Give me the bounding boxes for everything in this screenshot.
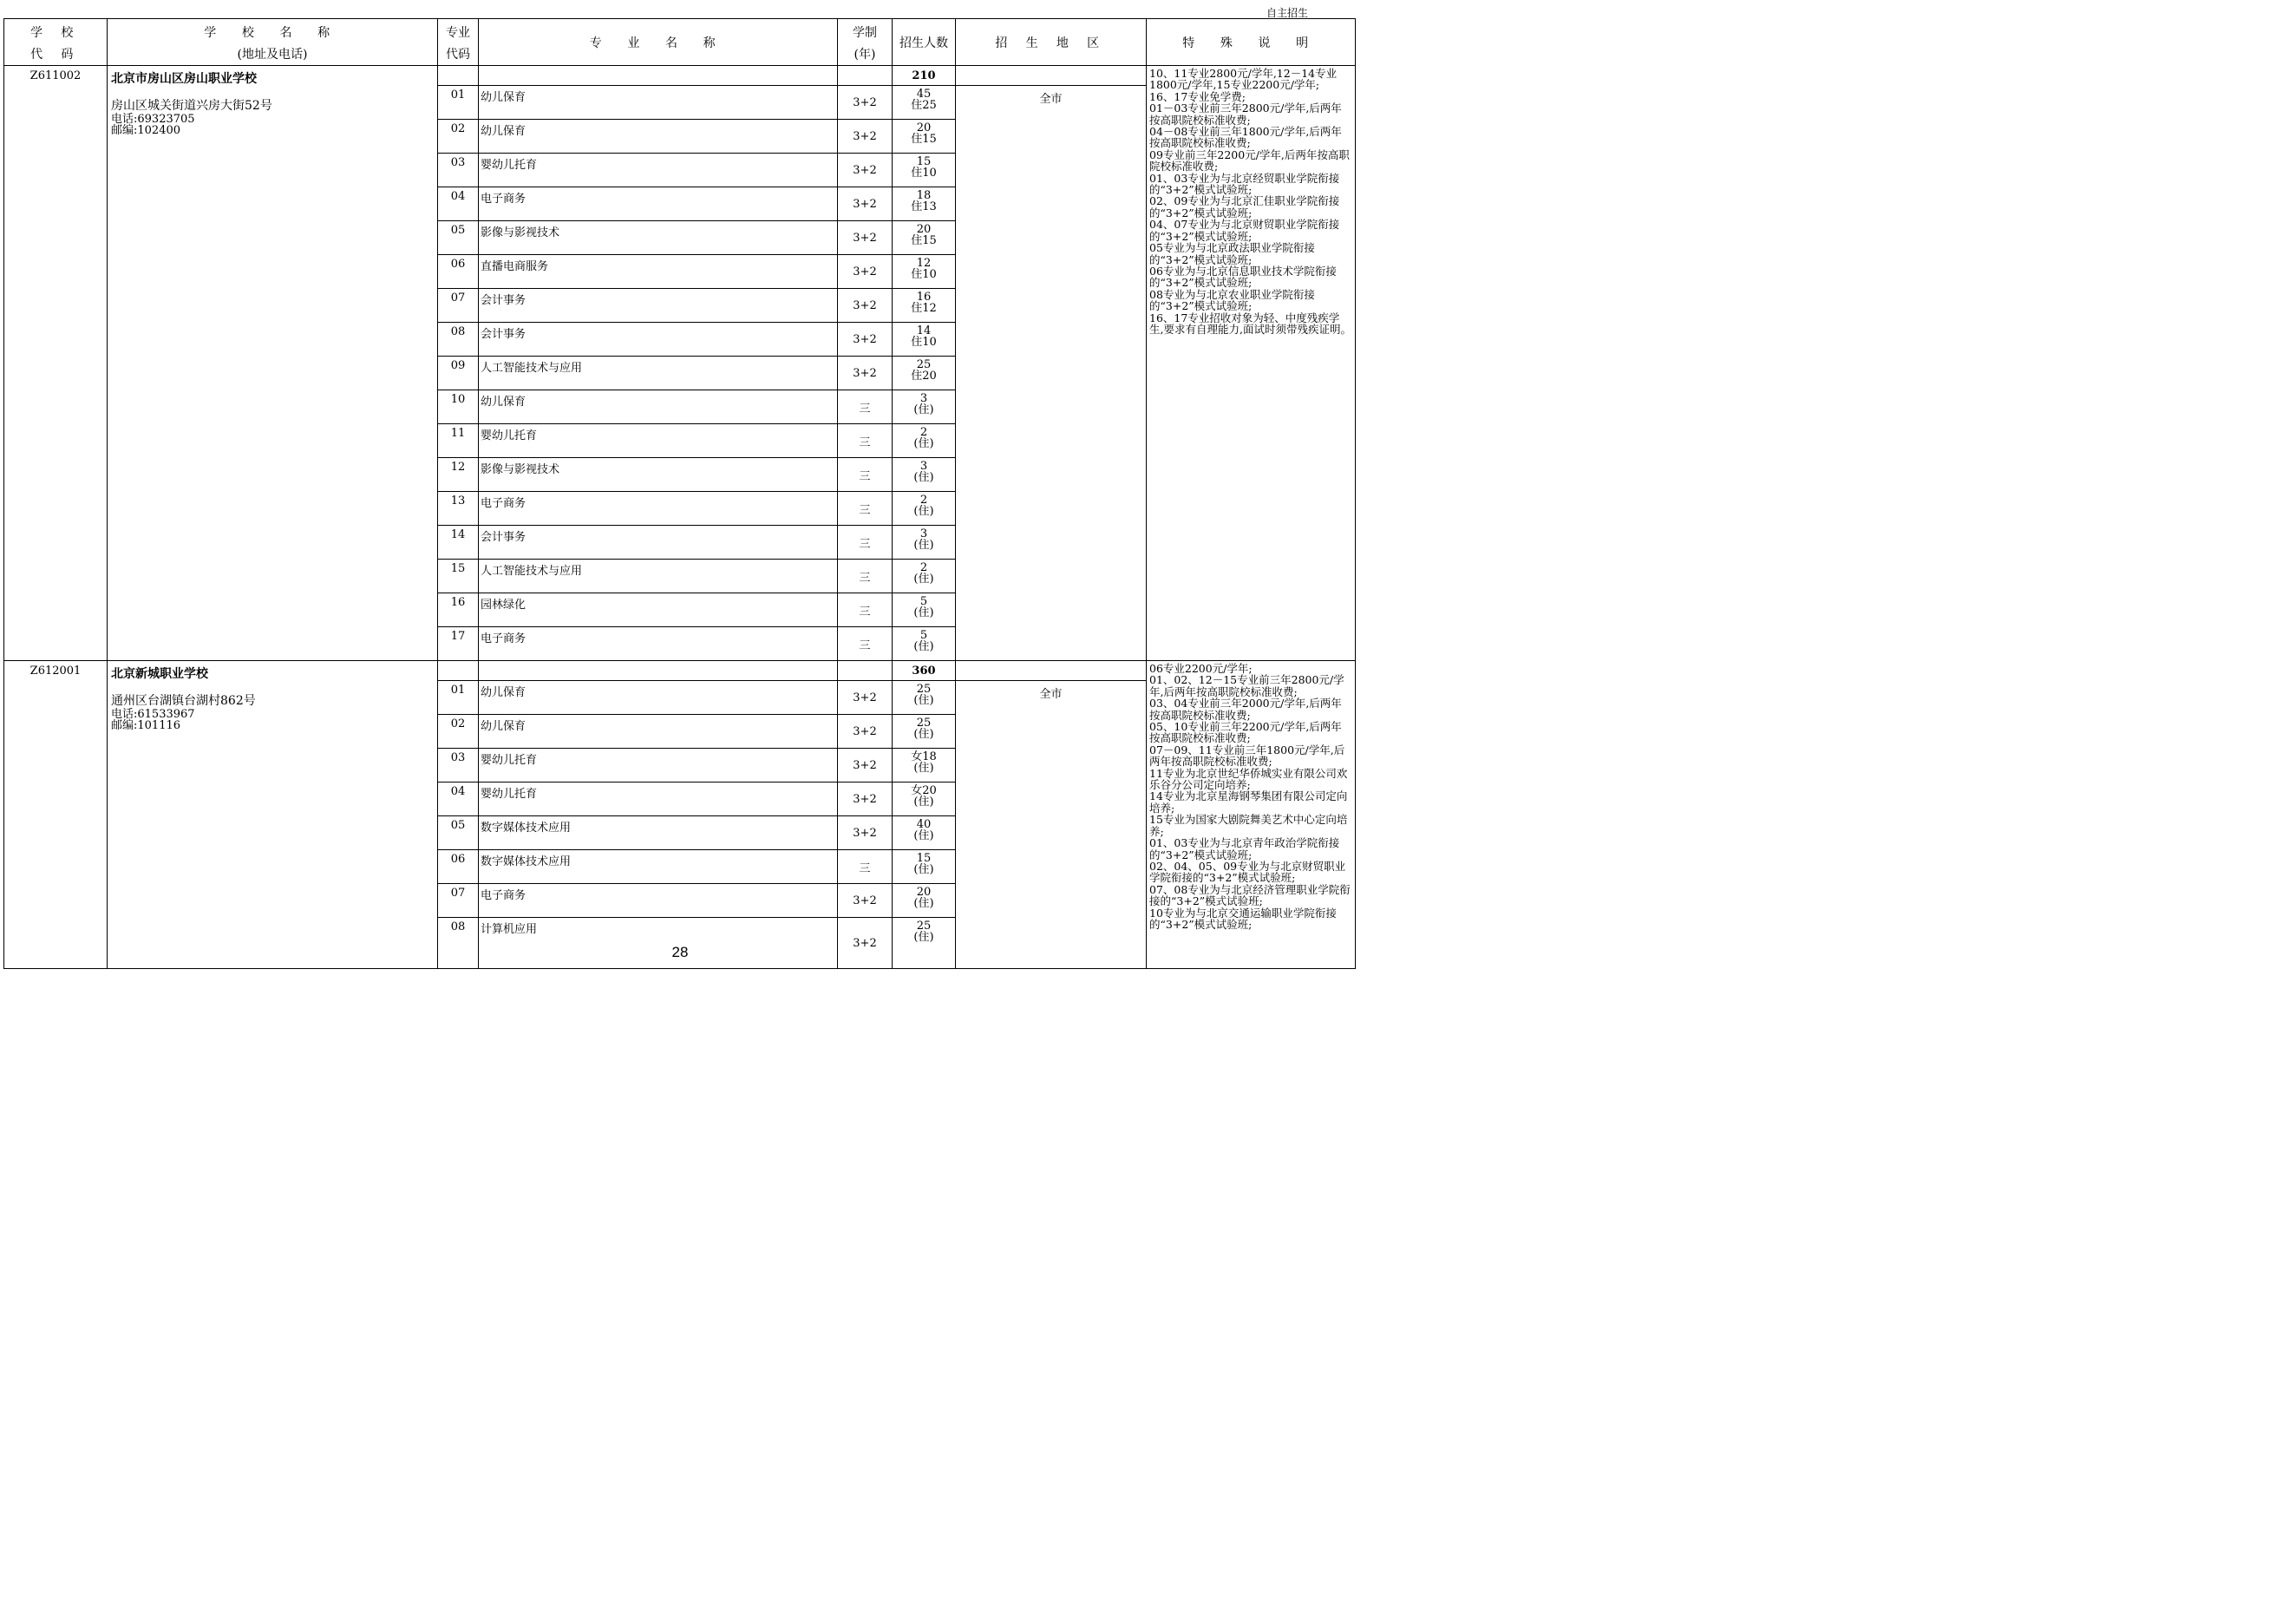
major-name: 会计事务 <box>479 323 838 357</box>
major-name: 人工智能技术与应用 <box>479 357 838 390</box>
major-duration: 3+2 <box>838 749 893 783</box>
school-total-count: 360 <box>893 661 956 681</box>
major-code: 09 <box>438 357 479 390</box>
school-postcode: 邮编:102400 <box>111 124 181 137</box>
major-enrollment <box>893 323 956 357</box>
header-notes: 特 殊 说 明 <box>1147 19 1356 66</box>
note-line: 15专业为国家大剧院舞美艺术中心定向培养; <box>1149 813 1348 838</box>
school-name: 北京市房山区房山职业学校 <box>111 72 257 86</box>
major-code: 04 <box>438 783 479 816</box>
empty-cell <box>956 661 1147 681</box>
note-line: 06专业2200元/学年; <box>1149 662 1253 675</box>
empty-cell <box>838 66 893 86</box>
enrollment-count: 45 <box>916 88 932 101</box>
enrollment-boarding: 住25 <box>911 99 937 112</box>
note-line: 01、03专业为与北京经贸职业学院衔接的“3+2”模式试验班; <box>1149 171 1340 197</box>
major-enrollment <box>893 187 956 221</box>
major-duration: 三 <box>838 850 893 884</box>
major-enrollment <box>893 850 956 884</box>
major-code: 17 <box>438 627 479 661</box>
major-code: 11 <box>438 424 479 458</box>
major-code: 08 <box>438 918 479 969</box>
school-total-row <box>4 661 1356 681</box>
major-name: 数字媒体技术应用 <box>479 850 838 884</box>
major-duration: 3+2 <box>838 357 893 390</box>
major-name: 电子商务 <box>479 627 838 661</box>
note-line: 02、09专业为与北京汇佳职业学院衔接的“3+2”模式试验班; <box>1149 194 1340 219</box>
enrollment-boarding: 住12 <box>911 302 937 315</box>
major-code: 12 <box>438 458 479 492</box>
enrollment-boarding: 住15 <box>911 133 937 146</box>
major-duration: 3+2 <box>838 884 893 918</box>
major-enrollment <box>893 884 956 918</box>
major-enrollment <box>893 357 956 390</box>
major-enrollment <box>893 289 956 323</box>
header-major-name: 专 业 名 称 <box>479 19 838 66</box>
empty-cell <box>838 661 893 681</box>
major-duration: 3+2 <box>838 681 893 715</box>
major-name: 婴幼儿托育 <box>479 783 838 816</box>
enrollment-boarding: (住) <box>913 728 934 741</box>
major-name: 影像与影视技术 <box>479 458 838 492</box>
major-duration: 三 <box>838 627 893 661</box>
enrollment-count: 女18 <box>911 750 937 763</box>
school-address: 通州区台湖镇台湖村862号 <box>111 694 256 708</box>
enrollment-boarding: 住10 <box>911 167 937 180</box>
header-region: 招 生 地 区 <box>956 19 1147 66</box>
school-name: 北京新城职业学校 <box>111 667 208 681</box>
major-enrollment <box>893 783 956 816</box>
major-duration: 3+2 <box>838 323 893 357</box>
major-name: 会计事务 <box>479 526 838 560</box>
major-code: 01 <box>438 681 479 715</box>
major-duration: 3+2 <box>838 120 893 154</box>
major-code: 06 <box>438 255 479 289</box>
enrollment-boarding: (住) <box>913 640 934 653</box>
major-name: 电子商务 <box>479 187 838 221</box>
enrollment-boarding: (住) <box>913 897 934 910</box>
major-duration: 三 <box>838 424 893 458</box>
major-name: 直播电商服务 <box>479 255 838 289</box>
enrollment-count: 3 <box>919 460 928 473</box>
major-duration: 三 <box>838 593 893 627</box>
major-duration: 三 <box>838 390 893 424</box>
enrollment-boarding: (住) <box>913 505 934 518</box>
school-contact <box>108 87 437 136</box>
note-line: 05、10专业前三年2200元/学年,后两年按高职院校标准收费; <box>1149 720 1342 745</box>
major-code: 16 <box>438 593 479 627</box>
major-enrollment <box>893 749 956 783</box>
major-enrollment <box>893 627 956 661</box>
enrollment-count: 20 <box>916 121 932 134</box>
major-code: 07 <box>438 289 479 323</box>
major-code: 04 <box>438 187 479 221</box>
major-name: 电子商务 <box>479 884 838 918</box>
enrollment-boarding: (住) <box>913 471 934 484</box>
enrollment-count: 20 <box>916 886 932 899</box>
school-code: Z612001 <box>4 661 108 969</box>
header-major-code: 专业 代码 <box>438 19 479 66</box>
enrollment-boarding: 住15 <box>911 234 937 247</box>
enrollment-boarding: (住) <box>913 403 934 416</box>
major-code: 01 <box>438 86 479 120</box>
enrollment-boarding: (住) <box>913 437 934 450</box>
empty-cell <box>438 661 479 681</box>
enrollment-region: 全市 <box>956 86 1147 661</box>
enrollment-boarding: 住20 <box>911 370 937 383</box>
enrollment-count: 5 <box>919 629 928 642</box>
major-enrollment <box>893 526 956 560</box>
enrollment-boarding: (住) <box>913 539 934 552</box>
major-name: 幼儿保育 <box>479 715 838 749</box>
note-line: 04、07专业为与北京财贸职业学院衔接的“3+2”模式试验班; <box>1149 218 1340 243</box>
enrollment-count: 14 <box>916 324 932 337</box>
major-code: 03 <box>438 154 479 187</box>
school-address: 房山区城关街道兴房大街52号 <box>111 99 272 113</box>
header-duration: 学制 (年) <box>838 19 893 66</box>
enrollment-count: 25 <box>916 683 932 696</box>
major-enrollment <box>893 816 956 850</box>
major-code: 15 <box>438 560 479 593</box>
major-code: 03 <box>438 749 479 783</box>
major-enrollment <box>893 390 956 424</box>
enrollment-count: 18 <box>916 189 932 202</box>
major-code: 08 <box>438 323 479 357</box>
enrollment-boarding: 住13 <box>911 200 937 213</box>
school-contact <box>108 682 437 731</box>
page-number: 28 <box>671 944 689 960</box>
enrollment-region: 全市 <box>956 681 1147 969</box>
special-notes <box>1147 66 1356 661</box>
note-line: 01、02、12－15专业前三年2800元/学年,后两年按高职院校标准收费; <box>1149 673 1344 698</box>
major-enrollment <box>893 715 956 749</box>
enrollment-count: 2 <box>919 426 928 439</box>
major-duration: 三 <box>838 560 893 593</box>
major-name: 会计事务 <box>479 289 838 323</box>
major-code: 06 <box>438 850 479 884</box>
major-enrollment <box>893 120 956 154</box>
enrollment-boarding: (住) <box>913 762 934 775</box>
major-code: 02 <box>438 715 479 749</box>
major-duration: 3+2 <box>838 187 893 221</box>
school-postcode: 邮编:101116 <box>111 719 181 732</box>
special-notes <box>1147 661 1356 969</box>
note-line: 06专业为与北京信息职业技术学院衔接的“3+2”模式试验班; <box>1149 264 1337 290</box>
major-code: 14 <box>438 526 479 560</box>
enrollment-count: 25 <box>916 717 932 730</box>
school-phone: 电话:61533967 <box>111 708 195 721</box>
major-name: 电子商务 <box>479 492 838 526</box>
enrollment-count: 2 <box>919 561 928 574</box>
header-row <box>4 19 1356 66</box>
enrollment-count: 25 <box>916 920 932 933</box>
major-name: 园林绿化 <box>479 593 838 627</box>
header-school-code: 学 校 代 码 <box>4 19 108 66</box>
major-duration: 三 <box>838 526 893 560</box>
school-info <box>108 661 438 969</box>
note-line: 10专业为与北京交通运输职业学院衔接的“3+2”模式试验班; <box>1149 906 1337 931</box>
enrollment-count: 15 <box>916 852 932 865</box>
enrollment-boarding: (住) <box>913 694 934 707</box>
major-enrollment <box>893 681 956 715</box>
enrollment-count: 15 <box>916 155 932 168</box>
major-code: 07 <box>438 884 479 918</box>
major-name: 婴幼儿托育 <box>479 749 838 783</box>
major-code: 05 <box>438 221 479 255</box>
major-enrollment <box>893 154 956 187</box>
school-phone: 电话:69323705 <box>111 113 195 126</box>
major-name: 婴幼儿托育 <box>479 424 838 458</box>
major-duration: 三 <box>838 458 893 492</box>
note-line: 03、04专业前三年2000元/学年,后两年按高职院校标准收费; <box>1149 697 1342 722</box>
enrollment-boarding: 住10 <box>911 336 937 349</box>
major-duration: 3+2 <box>838 715 893 749</box>
note-line: 04－08专业前三年1800元/学年,后两年按高职院校标准收费; <box>1149 125 1342 150</box>
note-line: 01－03专业前三年2800元/学年,后两年按高职院校标准收费; <box>1149 102 1342 127</box>
enrollment-count: 女20 <box>911 784 937 797</box>
major-enrollment <box>893 560 956 593</box>
school-total-row <box>4 66 1356 86</box>
enrollment-boarding: (住) <box>913 829 934 842</box>
enrollment-count: 20 <box>916 223 932 236</box>
note-line: 14专业为北京星海钢琴集团有限公司定向培养; <box>1149 789 1348 815</box>
enrollment-count: 5 <box>919 595 928 608</box>
header-school-name: 学 校 名 称 (地址及电话) <box>108 19 438 66</box>
major-enrollment <box>893 86 956 120</box>
major-enrollment <box>893 221 956 255</box>
enrollment-count: 40 <box>916 818 932 831</box>
note-line: 02、04、05、09专业为与北京财贸职业学院衔接的“3+2”模式试验班; <box>1149 859 1346 885</box>
major-name: 婴幼儿托育 <box>479 154 838 187</box>
enrollment-count: 3 <box>919 392 928 405</box>
enrollment-boarding: (住) <box>913 606 934 619</box>
major-name: 幼儿保育 <box>479 86 838 120</box>
note-line: 01、03专业为与北京青年政治学院衔接的“3+2”模式试验班; <box>1149 836 1340 861</box>
major-code: 10 <box>438 390 479 424</box>
enrollment-boarding: (住) <box>913 863 934 876</box>
admission-table <box>3 18 1356 969</box>
header-enrollment: 招生人数 <box>893 19 956 66</box>
major-duration: 3+2 <box>838 783 893 816</box>
major-name: 幼儿保育 <box>479 681 838 715</box>
major-code: 05 <box>438 816 479 850</box>
major-duration: 3+2 <box>838 289 893 323</box>
enrollment-boarding: 住10 <box>911 268 937 281</box>
enrollment-boarding: (住) <box>913 796 934 809</box>
major-duration: 3+2 <box>838 154 893 187</box>
major-duration: 3+2 <box>838 86 893 120</box>
empty-cell <box>479 661 838 681</box>
empty-cell <box>479 66 838 86</box>
empty-cell <box>956 66 1147 86</box>
major-enrollment <box>893 593 956 627</box>
note-line: 16、17专业招收对象为轻、中度残疾学生,要求有自理能力,面试时须带残疾证明。 <box>1149 311 1351 336</box>
major-enrollment <box>893 255 956 289</box>
enrollment-boarding: (住) <box>913 573 934 586</box>
major-duration: 3+2 <box>838 918 893 969</box>
major-duration: 3+2 <box>838 816 893 850</box>
major-enrollment <box>893 424 956 458</box>
enrollment-count: 12 <box>916 257 932 270</box>
empty-cell <box>438 66 479 86</box>
note-line: 07－09、11专业前三年1800元/学年,后两年按高职院校标准收费; <box>1149 743 1345 769</box>
major-duration: 三 <box>838 492 893 526</box>
major-enrollment <box>893 492 956 526</box>
major-name: 人工智能技术与应用 <box>479 560 838 593</box>
note-line: 09专业前三年2200元/学年,后两年按高职院校标准收费; <box>1149 147 1350 174</box>
major-name: 幼儿保育 <box>479 390 838 424</box>
note-line: 05专业为与北京政法职业学院衔接的“3+2”模式试验班; <box>1149 241 1315 266</box>
major-code: 02 <box>438 120 479 154</box>
note-line: 10、11专业2800元/学年,12－14专业1800元/学年,15专业2200元/学年; <box>1149 67 1338 92</box>
major-enrollment <box>893 458 956 492</box>
note-line: 07、08专业为与北京经济管理职业学院衔接的“3+2”模式试验班; <box>1149 882 1351 908</box>
school-code: Z611002 <box>4 66 108 661</box>
note-line: 08专业为与北京农业职业学院衔接的“3+2”模式试验班; <box>1149 287 1315 313</box>
major-code: 13 <box>438 492 479 526</box>
enrollment-count: 16 <box>916 291 932 304</box>
note-line: 16、17专业免学费; <box>1149 89 1246 103</box>
enrollment-count: 2 <box>919 494 928 507</box>
enrollment-count: 3 <box>919 527 928 540</box>
major-name: 数字媒体技术应用 <box>479 816 838 850</box>
school-info <box>108 66 438 661</box>
note-line: 11专业为北京世纪华侨城实业有限公司欢乐谷分公司定向培养; <box>1149 766 1348 792</box>
corner-label: 自主招生 <box>1266 7 1308 19</box>
school-total-count: 210 <box>893 66 956 86</box>
major-name: 计算机应用 <box>479 918 838 969</box>
major-name: 幼儿保育 <box>479 120 838 154</box>
major-name: 影像与影视技术 <box>479 221 838 255</box>
enrollment-count: 25 <box>916 358 932 371</box>
enrollment-boarding: (住) <box>913 931 934 944</box>
major-duration: 3+2 <box>838 221 893 255</box>
major-duration: 3+2 <box>838 255 893 289</box>
